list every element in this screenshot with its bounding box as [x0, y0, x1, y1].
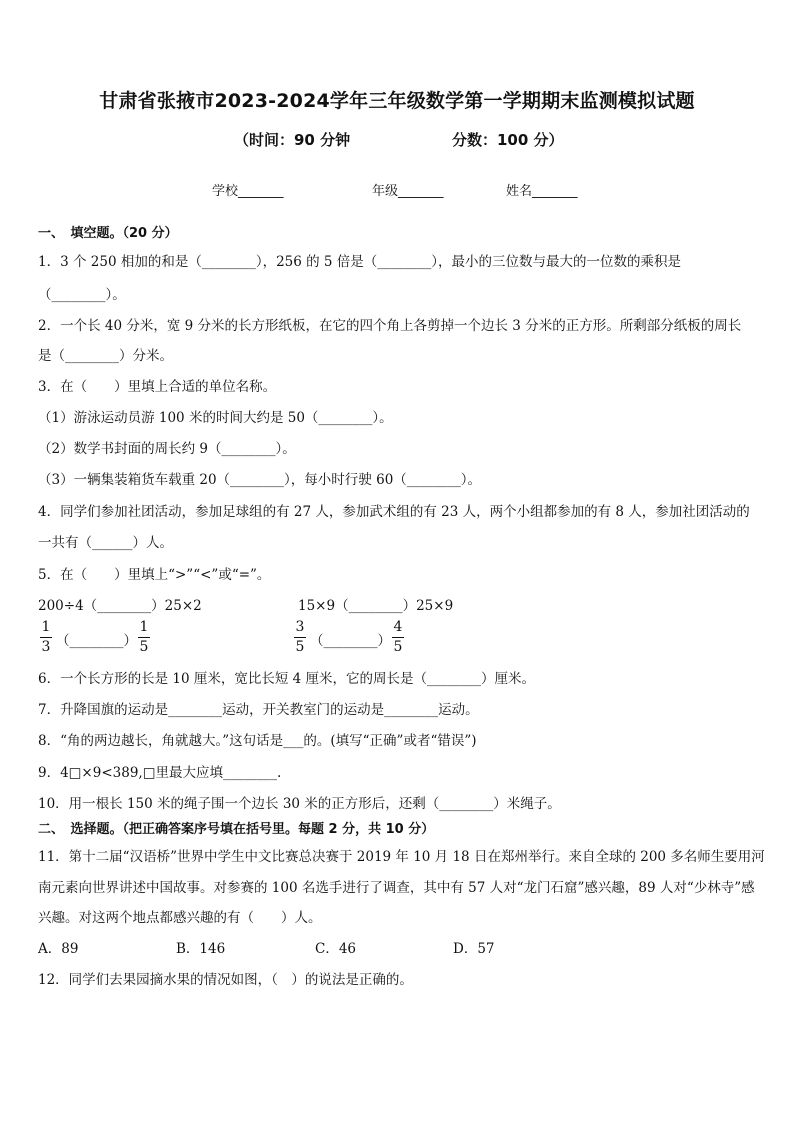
fraction-bar: [294, 637, 306, 638]
question-2-line2: 是（________）分米。: [38, 348, 173, 364]
question-8: 8．“角的两边越长，角就越大。”这句话是___的。(填写“正确”或者“错误”): [38, 733, 477, 749]
question-11-option-a: A．89: [38, 941, 79, 957]
question-2-line1: 2．一个长 40 分米，宽 9 分米的长方形纸板，在它的四个角上各剪掉一个边长 3 分米的正方形。所剩部分纸板的周长: [38, 318, 742, 334]
question-1-line2: （________）。: [38, 287, 126, 303]
fraction-four-fifths: [392, 619, 404, 656]
question-7: 7．升降国旗的运动是________运动，开关教室门的运动是________运动。: [38, 702, 479, 718]
school-field: 学校_______: [212, 184, 284, 199]
exam-title: 甘肃省张掖市2023-2024学年三年级数学第一学期期末监测模拟试题: [99, 90, 695, 112]
question-11-option-c: C．46: [315, 941, 357, 957]
question-5: 5．在（ ）里填上“>”“<”或“=”。: [38, 567, 271, 583]
question-5-compare-b: 15×9（________）25×9: [298, 598, 454, 614]
fraction-one-fifth: [138, 619, 150, 656]
question-5-blank-d: （________）: [310, 633, 391, 649]
fraction-numerator: 1: [41, 619, 51, 635]
question-11-line2: 南元素向世界讲述中国故事。对参赛的 100 名选手进行了调查，其中有 57 人对“龙门石窟”感兴趣，89 人对“少林寺”感: [38, 880, 755, 896]
fraction-numerator: 1: [139, 619, 149, 635]
fraction-bar: [392, 637, 404, 638]
exam-time: （时间：90 分钟: [234, 131, 351, 149]
question-5-compare-a: 200÷4（________）25×2: [38, 598, 202, 614]
question-3: 3．在（ ）里填上合适的单位名称。: [38, 379, 277, 395]
fraction-numerator: 4: [393, 619, 403, 635]
question-3-part1: （1）游泳运动员游 100 米的时间大约是 50（________）。: [38, 410, 393, 426]
question-10: 10．用一根长 150 米的绳子围一个边长 30 米的正方形后，还剩（________）米绳子。: [38, 796, 561, 812]
question-12: 12．同学们去果园摘水果的情况如图，（ ）的说法是正确的。: [38, 972, 413, 988]
fraction-bar: [138, 637, 150, 638]
question-11-option-d: D．57: [453, 941, 495, 957]
name-field: 姓名_______: [506, 184, 578, 199]
fraction-bar: [40, 637, 52, 638]
question-1-line1: 1．3 个 250 相加的和是（________），256 的 5 倍是（________），最小的三位数与最大的一位数的乘积是: [38, 254, 682, 270]
question-4-line1: 4．同学们参加社团活动，参加足球组的有 27 人，参加武术组的有 23 人，两个小组都参加的有 8 人，参加社团活动的: [38, 504, 750, 520]
fraction-denominator: 3: [41, 639, 51, 655]
fraction-denominator: 5: [393, 639, 403, 655]
question-4-line2: 一共有（______）人。: [38, 535, 173, 551]
question-11-line3: 兴趣。对这两个地点都感兴趣的有（ ）人。: [38, 910, 322, 926]
section2-heading: 二、 选择题。（把正确答案序号填在括号里。每题 2 分，共 10 分）: [38, 822, 435, 837]
grade-field: 年级_______: [372, 184, 444, 199]
exam-score: 分数：100 分）: [452, 131, 564, 149]
question-3-part3: （3）一辆集装箱货车载重 20（________），每小时行驶 60（________）。: [38, 472, 482, 488]
fraction-denominator: 5: [139, 639, 149, 655]
question-11-line1: 11．第十二届“汉语桥”世界中学生中文比赛总决赛于 2019 年 10 月 18 日在郑州举行。来自全球的 200 多名师生要用河: [38, 849, 765, 865]
question-5-blank-c: （________）: [56, 633, 137, 649]
question-9: 9．4□×9<389,□里最大应填________.: [38, 765, 282, 781]
fraction-numerator: 3: [295, 619, 305, 635]
question-6: 6．一个长方形的长是 10 厘米，宽比长短 4 厘米，它的周长是（________）厘米。: [38, 671, 536, 687]
section1-heading: 一、 填空题。（20 分）: [38, 226, 178, 241]
fraction-three-fifths: [294, 619, 306, 656]
question-3-part2: （2）数学书封面的周长约 9（________）。: [38, 441, 296, 457]
question-11-option-b: B．146: [176, 941, 226, 957]
fraction-one-third: [40, 619, 52, 656]
fraction-denominator: 5: [295, 639, 305, 655]
